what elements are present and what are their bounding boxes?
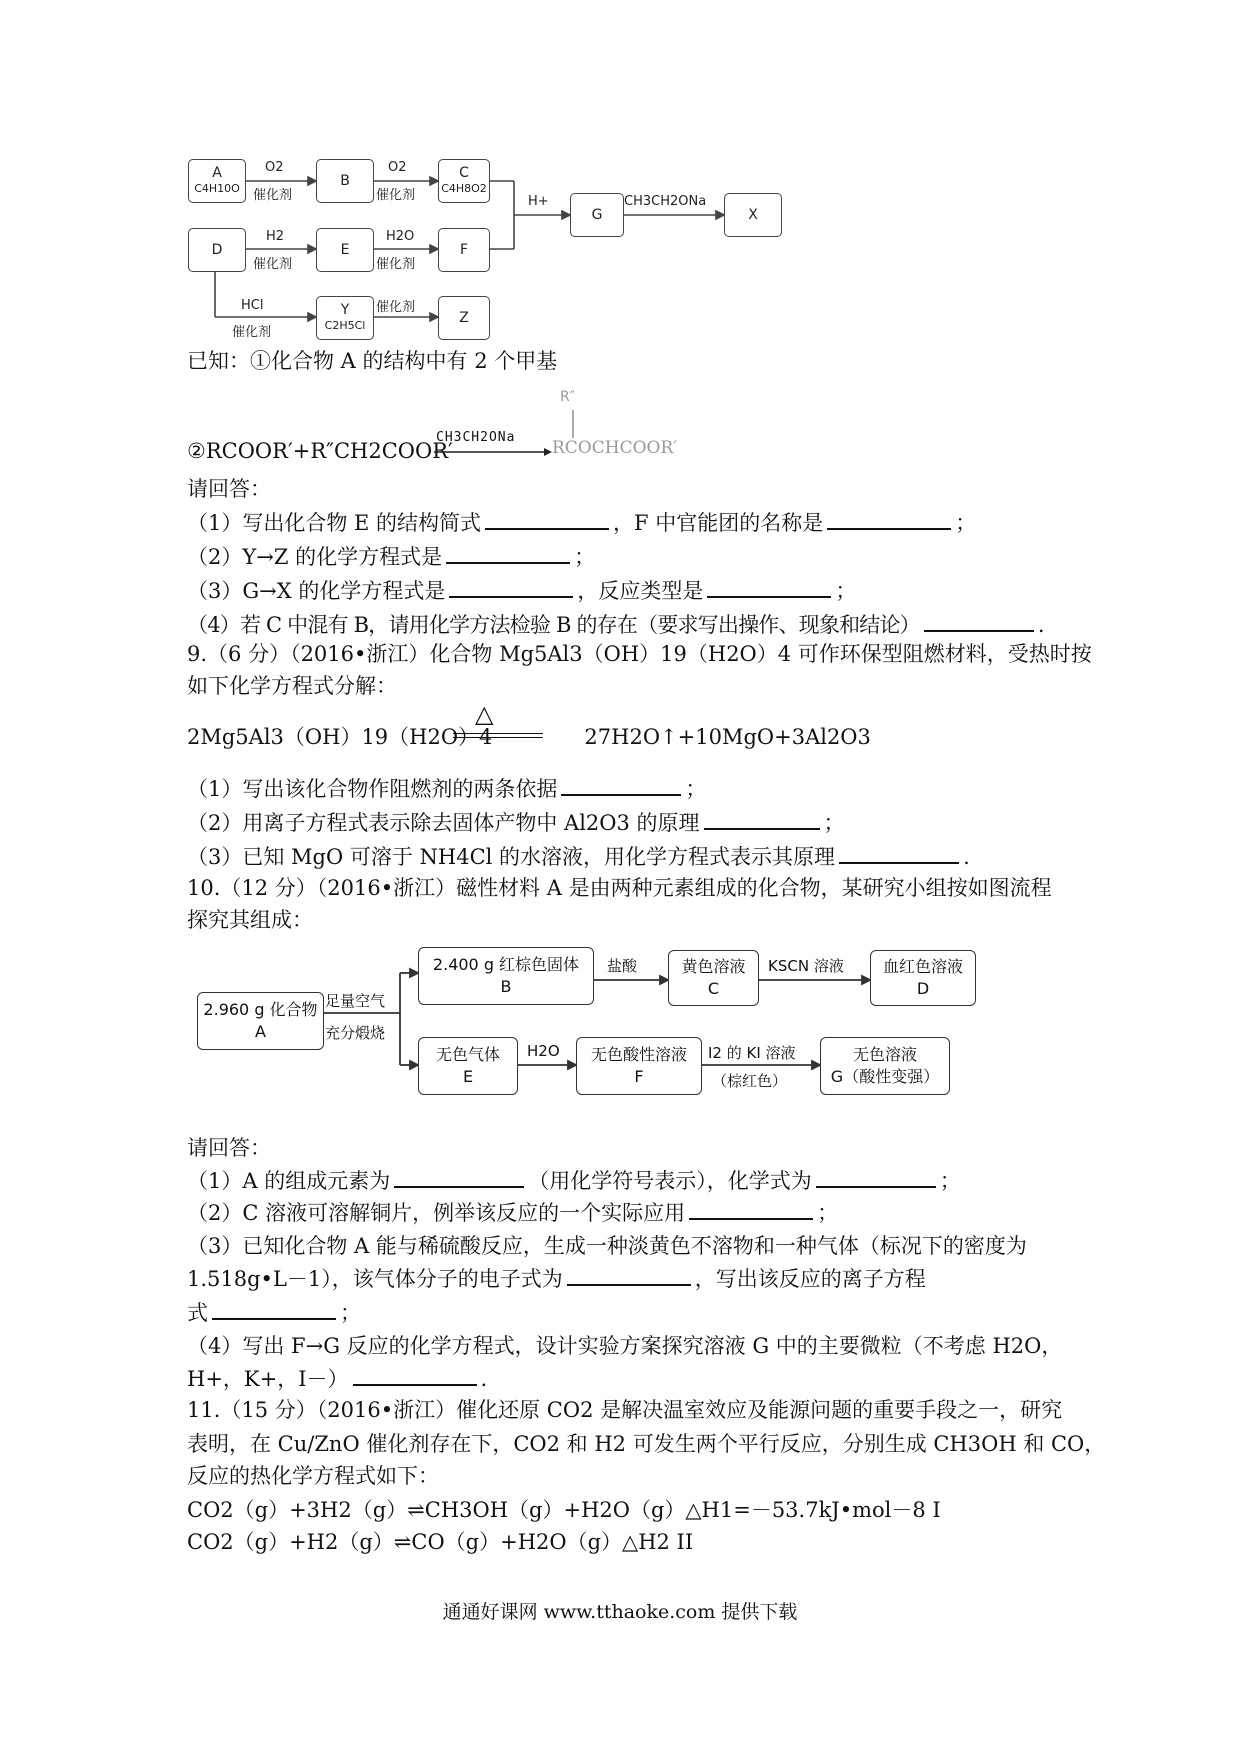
arrow-g-reagent: H+ bbox=[528, 194, 549, 209]
flow-reagent-kscn: KSCN 溶液 bbox=[768, 957, 844, 975]
answer-blank[interactable] bbox=[827, 508, 951, 530]
flow-reagent-ki: I2 的 KI 溶液 bbox=[708, 1044, 796, 1062]
answer-blank[interactable] bbox=[816, 1166, 936, 1188]
compound-a-label: A bbox=[212, 165, 222, 181]
please-answer-10: 请回答： bbox=[187, 1136, 271, 1160]
flow-condition-calcine: 充分煅烧 bbox=[325, 1024, 386, 1042]
compound-y-formula: C2H5Cl bbox=[324, 319, 366, 332]
q9-eq-left: 2Mg5Al3（OH）19（H2O）4 bbox=[187, 725, 493, 749]
q8-item-3: （3）G→X 的化学方程式是 ，反应类型是 ； bbox=[187, 576, 856, 605]
compound-f-label: F bbox=[459, 242, 469, 258]
known-product-branch: R″ bbox=[560, 389, 575, 405]
arrow-de-reagent: H2 bbox=[266, 229, 285, 244]
q9-heading-2: 如下化学方程式分解： bbox=[187, 674, 397, 698]
compound-g-label: G bbox=[591, 207, 603, 223]
q10-heading-2: 探究其组成： bbox=[187, 908, 313, 932]
q9-item-3: （3）已知 MgO 可溶于 NH4Cl 的水溶液，用化学方程式表示其原理 . bbox=[187, 842, 970, 871]
compound-c-label: C bbox=[459, 165, 469, 181]
answer-blank[interactable] bbox=[449, 576, 573, 598]
q9-item-2: （2）用离子方程式表示除去固体产物中 Al2O3 的原理 ； bbox=[187, 808, 845, 837]
q11-heading-3: 反应的热化学方程式如下： bbox=[187, 1464, 439, 1488]
answer-blank[interactable] bbox=[704, 808, 820, 830]
compound-x-label: X bbox=[748, 207, 758, 223]
known-info-2 bbox=[187, 437, 453, 465]
flow-reagent-hcl: 盐酸 bbox=[607, 957, 638, 975]
compound-b-label: B bbox=[340, 173, 350, 189]
arrow-ef-catalyst: 催化剂 bbox=[376, 257, 416, 272]
answer-blank[interactable] bbox=[394, 1166, 524, 1188]
flow-solid-b-box: 2.400 g 红棕色固体 B bbox=[418, 947, 594, 1005]
heat-symbol: △ bbox=[475, 700, 494, 728]
q10-item-3a: （3）已知化合物 A 能与稀硫酸反应，生成一种淡黄色不溶物和一种气体（标况下的密度为 bbox=[187, 1234, 1027, 1258]
q10-item-1: （1）A 的组成元素为 （用化学符号表示），化学式为 ； bbox=[187, 1166, 961, 1195]
arrow-bc-reagent: O2 bbox=[388, 160, 407, 175]
q9-heading-1: 9.（6 分）（2016•浙江）化合物 Mg5Al3（OH）19（H2O）4 可作环保型阻燃材料，受热时按 bbox=[187, 642, 1092, 666]
arrow-yz-catalyst: 催化剂 bbox=[376, 300, 416, 315]
answer-blank[interactable] bbox=[707, 576, 831, 598]
answer-blank[interactable] bbox=[839, 842, 959, 864]
flow-solution-g-box: 无色溶液 G（酸性变强） bbox=[820, 1037, 950, 1095]
q9-eq-right: 27H2O↑+10MgO+3Al2O3 bbox=[584, 725, 871, 749]
q9-item-1: （1）写出该化合物作阻燃剂的两条依据 ； bbox=[187, 774, 706, 803]
answer-blank[interactable] bbox=[561, 774, 681, 796]
answer-blank[interactable] bbox=[446, 542, 570, 564]
flow-solution-f-box: 无色酸性溶液 F bbox=[576, 1037, 702, 1095]
q10-item-2: （2）C 溶液可溶解铜片，例举该反应的一个实际应用 ； bbox=[187, 1198, 838, 1227]
answer-blank[interactable] bbox=[689, 1198, 813, 1220]
compound-z-box bbox=[438, 296, 490, 340]
q10-heading-1: 10.（12 分）（2016•浙江）磁性材料 A 是由两种元素组成的化合物，某研究小组按如图流程 bbox=[187, 876, 1052, 900]
flow-reagent-h2o: H2O bbox=[527, 1042, 560, 1060]
compound-d-box bbox=[188, 228, 246, 272]
known-info-1: 已知：①化合物 A 的结构中有 2 个甲基 bbox=[187, 349, 558, 373]
answer-blank[interactable] bbox=[485, 508, 609, 530]
compound-a-formula: C4H10O bbox=[194, 182, 240, 195]
q10-item-4a: （4）写出 F→G 反应的化学方程式，设计实验方案探究溶液 G 中的主要微粒（不考虑 H2O， bbox=[187, 1334, 1063, 1358]
q11-equation-2: CO2（g）+H2（g）⇌CO（g）+H2O（g）△H2 II bbox=[187, 1530, 694, 1554]
flow-solution-d-box: 血红色溶液 D bbox=[870, 950, 976, 1006]
answer-blank[interactable] bbox=[567, 1264, 691, 1286]
compound-g-box bbox=[570, 193, 624, 237]
please-answer-8: 请回答： bbox=[187, 477, 271, 501]
compound-y-box bbox=[316, 296, 374, 340]
q11-equation-1: CO2（g）+3H2（g）⇌CH3OH（g）+H2O（g）△H1=－53.7kJ•mol－8 I bbox=[187, 1498, 941, 1522]
compound-c-formula: C4H8O2 bbox=[441, 182, 487, 195]
q11-heading-1: 11.（15 分）（2016•浙江）催化还原 CO2 是解决温室效应及能源问题的重要手段之一，研究 bbox=[187, 1398, 1063, 1422]
compound-d-label: D bbox=[211, 242, 223, 258]
known-arrow bbox=[434, 446, 554, 458]
compound-z-label: Z bbox=[459, 310, 469, 326]
arrow-de-catalyst: 催化剂 bbox=[253, 257, 293, 272]
q10-item-4b: H+，K+，I－） . bbox=[187, 1364, 487, 1393]
answer-blank[interactable] bbox=[353, 1364, 477, 1386]
answer-blank[interactable] bbox=[212, 1298, 336, 1320]
known-product: RCOCHCOOR′ bbox=[552, 438, 678, 458]
compound-y-label: Y bbox=[340, 302, 350, 318]
compound-e-box bbox=[316, 228, 374, 272]
flow-reagent-ki-color: （棕红色） bbox=[712, 1072, 788, 1090]
compound-c-box bbox=[438, 159, 490, 203]
q11-heading-2: 表明，在 Cu/ZnO 催化剂存在下，CO2 和 H2 可发生两个平行反应，分别生成 CH3OH 和 CO， bbox=[187, 1432, 1106, 1456]
arrow-bc-catalyst: 催化剂 bbox=[376, 188, 416, 203]
compound-e-label: E bbox=[340, 242, 350, 258]
known-product-bond bbox=[572, 410, 574, 438]
compound-a-box bbox=[188, 159, 246, 203]
page-footer: 通通好课网 www.tthaoke.com 提供下载 bbox=[442, 1601, 798, 1623]
q8-item-2: （2）Y→Z 的化学方程式是 ； bbox=[187, 542, 595, 571]
q8-item-1: （1）写出化合物 E 的结构简式 ，F 中官能团的名称是 ； bbox=[187, 508, 976, 537]
equation-equals-sign bbox=[453, 733, 543, 738]
arrow-dy-catalyst: 催化剂 bbox=[232, 325, 272, 340]
q8-item-4: （4）若 C 中混有 B，请用化学方法检验 B 的存在（要求写出操作、现象和结论） . bbox=[187, 610, 1044, 639]
compound-b-box bbox=[316, 159, 374, 203]
flow-compound-a-box: 2.960 g 化合物 A bbox=[197, 992, 324, 1050]
arrow-gx-reagent: CH3CH2ONa bbox=[624, 194, 707, 209]
arrow-ef-reagent: H2O bbox=[386, 229, 415, 244]
diagram1-arrows bbox=[0, 0, 1240, 340]
known-reactants: ②RCOOR′+R″CH2COOR′ bbox=[187, 439, 453, 463]
compound-x-box bbox=[724, 193, 782, 237]
arrow-ab-reagent: O2 bbox=[265, 160, 284, 175]
flow-condition-air: 足量空气 bbox=[325, 992, 386, 1010]
answer-blank[interactable] bbox=[924, 610, 1034, 632]
flow-solution-c-box: 黄色溶液 C bbox=[668, 950, 759, 1006]
known-reagent: CH3CH2ONa bbox=[436, 430, 516, 445]
arrow-ab-catalyst: 催化剂 bbox=[253, 188, 293, 203]
q10-item-3c: 式 ； bbox=[187, 1298, 361, 1327]
compound-f-box bbox=[438, 228, 490, 272]
arrow-dy-reagent: HCl bbox=[241, 298, 264, 313]
flow-gas-e-box: 无色气体 E bbox=[418, 1037, 518, 1095]
q10-item-3b: 1.518g•L－1），该气体分子的电子式为 ，写出该反应的离子方程 bbox=[187, 1264, 926, 1293]
